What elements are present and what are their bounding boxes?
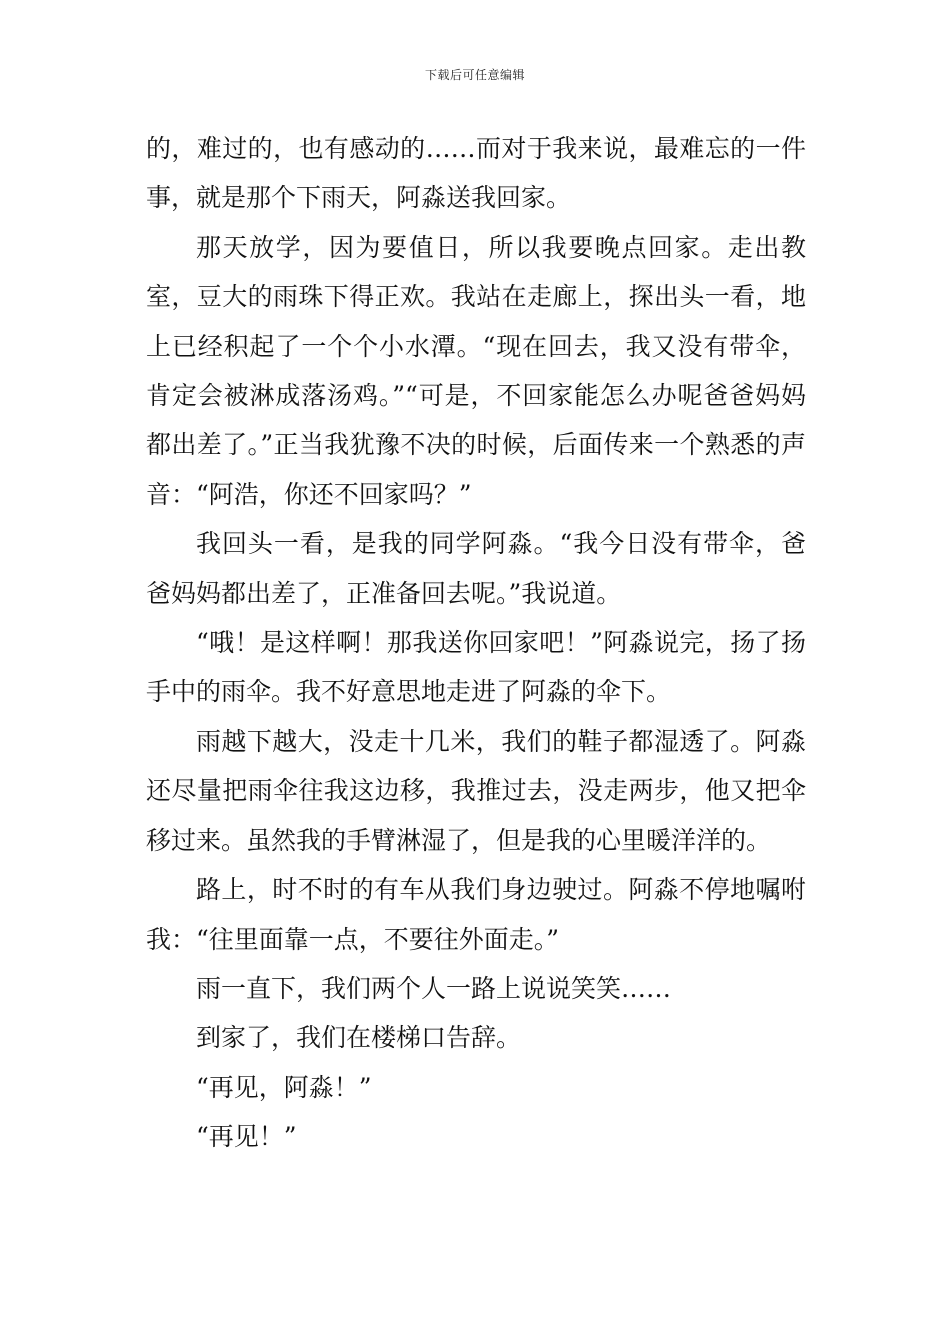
paragraph-8: 到家了，我们在楼梯口告辞。 — [196, 1023, 522, 1053]
paragraph-10: “再见！” — [196, 1122, 297, 1152]
paragraph-3: 我回头一看，是我的同学阿淼。“我今日没有带伞，爸爸妈妈都出差了，正准备回去呢。”我说道。 — [146, 529, 806, 608]
paragraph-5: 雨越下越大，没走十几米，我们的鞋子都湿透了。阿淼还尽量把雨伞往我这边移，我推过去，没走两步，他又把伞移过来。虽然我的手臂淋湿了，但是我的心里暖洋洋的。 — [146, 726, 806, 855]
paragraph-7: 雨一直下，我们两个人一路上说说笑笑…… — [196, 973, 672, 1003]
page-header: 下载后可任意编辑 — [424, 68, 525, 82]
paragraph-9: “再见，阿淼！” — [196, 1072, 372, 1102]
paragraph-4: “哦！是这样啊！那我送你回家吧！”阿淼说完，扬了扬手中的雨伞。我不好意思地走进了阿淼的伞下。 — [146, 628, 806, 707]
document-body — [146, 124, 806, 1162]
paragraph-1: 的，难过的，也有感动的……而对于我来说，最难忘的一件事，就是那个下雨天，阿淼送我回家。 — [146, 134, 806, 213]
paragraph-2: 那天放学，因为要值日，所以我要晚点回家。走出教室，豆大的雨珠下得正欢。我站在走廊上，探出头一看，地上已经积起了一个个小水潭。“现在回去，我又没有带伞，肯定会被淋成落汤鸡。”“可是，不回家能怎么办呢爸爸妈妈都出差了。”正当我犹豫不决的时候，后面传来一个熟悉的声音：“阿浩，你还不回家吗？” — [146, 232, 806, 509]
paragraph-6: 路上，时不时的有车从我们身边驶过。阿淼不停地嘱咐我：“往里面靠一点，不要往外面走。” — [146, 875, 806, 954]
